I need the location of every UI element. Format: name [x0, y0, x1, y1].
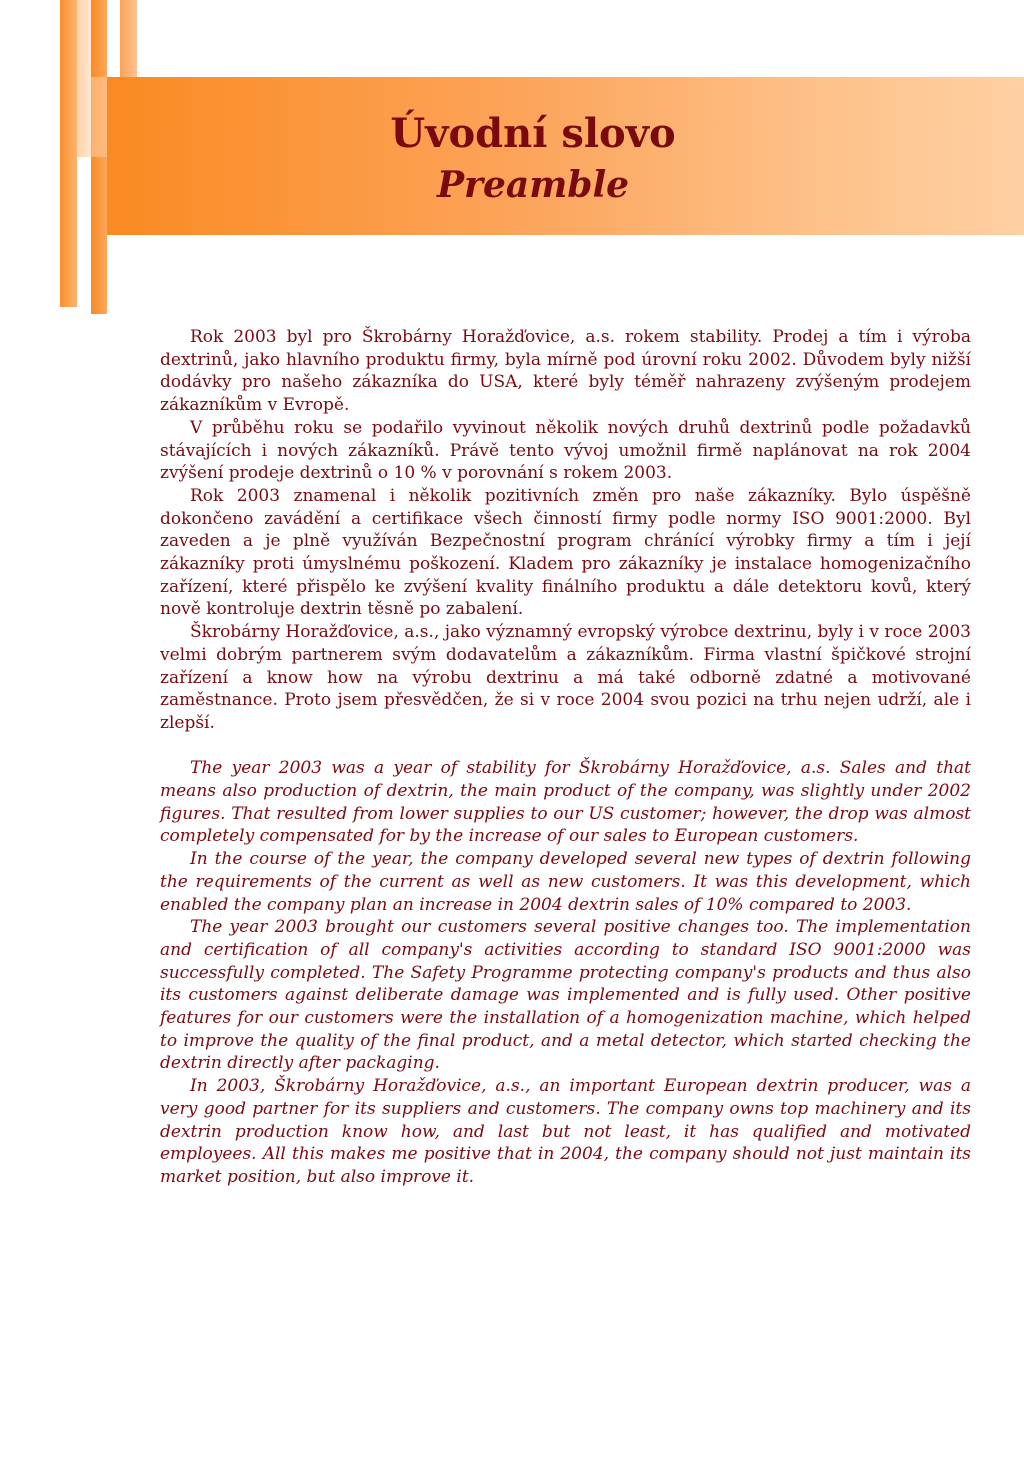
page-title-block: [107, 108, 959, 210]
paragraph: In 2003, Škrobárny Horažďovice, a.s., an important European dextrin producer, was a very good partner for its suppliers and customers. The company owns top machinery and its dextrin production know how, and last but not least, it has qualified and motivated employees. All this makes me positive that in 2004, the company should not just maintain its market position, but also improve it.: [160, 1076, 971, 1187]
page-subtitle: Preamble: [436, 164, 630, 206]
preamble-body: [160, 326, 971, 1189]
paragraph: V průběhu roku se podařilo vyvinout několik nových druhů dextrinů podle požadavků stávajících i nových zákazníků. Právě tento vývoj umožnil firmě naplánovat na rok 2004 zvýšení prodeje dextrinů o 10 % v porovnání s rokem 2003.: [160, 417, 971, 484]
page-title: Úvodní slovo: [390, 110, 676, 157]
decorative-bar: [91, 0, 107, 314]
english-section: [160, 757, 971, 1188]
paragraph: Škrobárny Horažďovice, a.s., jako významný evropský výrobce dextrinu, byly i v roce 2003 velmi dobrým partnerem svým dodavatelům a zákazníkům. Firma vlastní špičkové strojní zařízení a know how na výrobu dextrinu a má také odborně zdatné a motivované zaměstnance. Proto jsem přesvědčen, že si v roce 2004 svou pozici na trhu nejen udrží, ale i zlepší.: [160, 622, 971, 733]
paragraph: The year 2003 brought our customers several positive changes too. The implementation and certification of all company's activities according to standard ISO 9001:2000 was successfully completed. The Safety Programme protecting company's products and thus also its customers against deliberate damage was implemented and is fully used. Other positive features for our customers were the installation of a homogenization machine, which helped to improve the quality of the final product, and a metal detector, which started checking the dextrin directly after packaging.: [160, 917, 971, 1074]
czech-section: [160, 326, 971, 735]
decorative-bar: [120, 0, 137, 77]
paragraph: In the course of the year, the company developed several new types of dextrin following the requirements of the current as well as new customers. It was this development, which enabled the company plan an increase in 2004 dextrin sales of 10% compared to 2003.: [160, 849, 971, 915]
paragraph: The year 2003 was a year of stability for Škrobárny Horažďovice, a.s. Sales and that means also production of dextrin, the main product of the company, was slightly under 2002 figures. That resulted from lower supplies to our US customer; however, the drop was almost completely compensated for by the increase of our sales to European customers.: [160, 758, 971, 847]
decorative-bar: [60, 0, 77, 307]
paragraph: Rok 2003 byl pro Škrobárny Horažďovice, a.s. rokem stability. Prodej a tím i výroba dextrinů, jako hlavního produktu firmy, byla mírně pod úrovní roku 2002. Důvodem byly nižší dodávky pro našeho zákazníka do USA, které byly téměř nahrazeny zvýšeným prodejem zákazníkům v Evropě.: [160, 327, 971, 416]
decorative-bar: [77, 0, 91, 157]
paragraph: Rok 2003 znamenal i několik pozitivních změn pro naše zákazníky. Bylo úspěšně dokončeno zavádění a certifikace všech činností firmy podle normy ISO 9001:2000. Byl zaveden a je plně využíván Bezpečnostní program chránící výrobky firmy a tím i její zákazníky proti úmyslnému poškození. Kladem pro zákazníky je instalace homogenizačního zařízení, které přispělo ke zvýšení kvality finálního produktu a dále detektoru kovů, který nově kontroluje dextrin těsně po zabalení.: [160, 485, 971, 620]
decorative-bar: [91, 77, 107, 157]
